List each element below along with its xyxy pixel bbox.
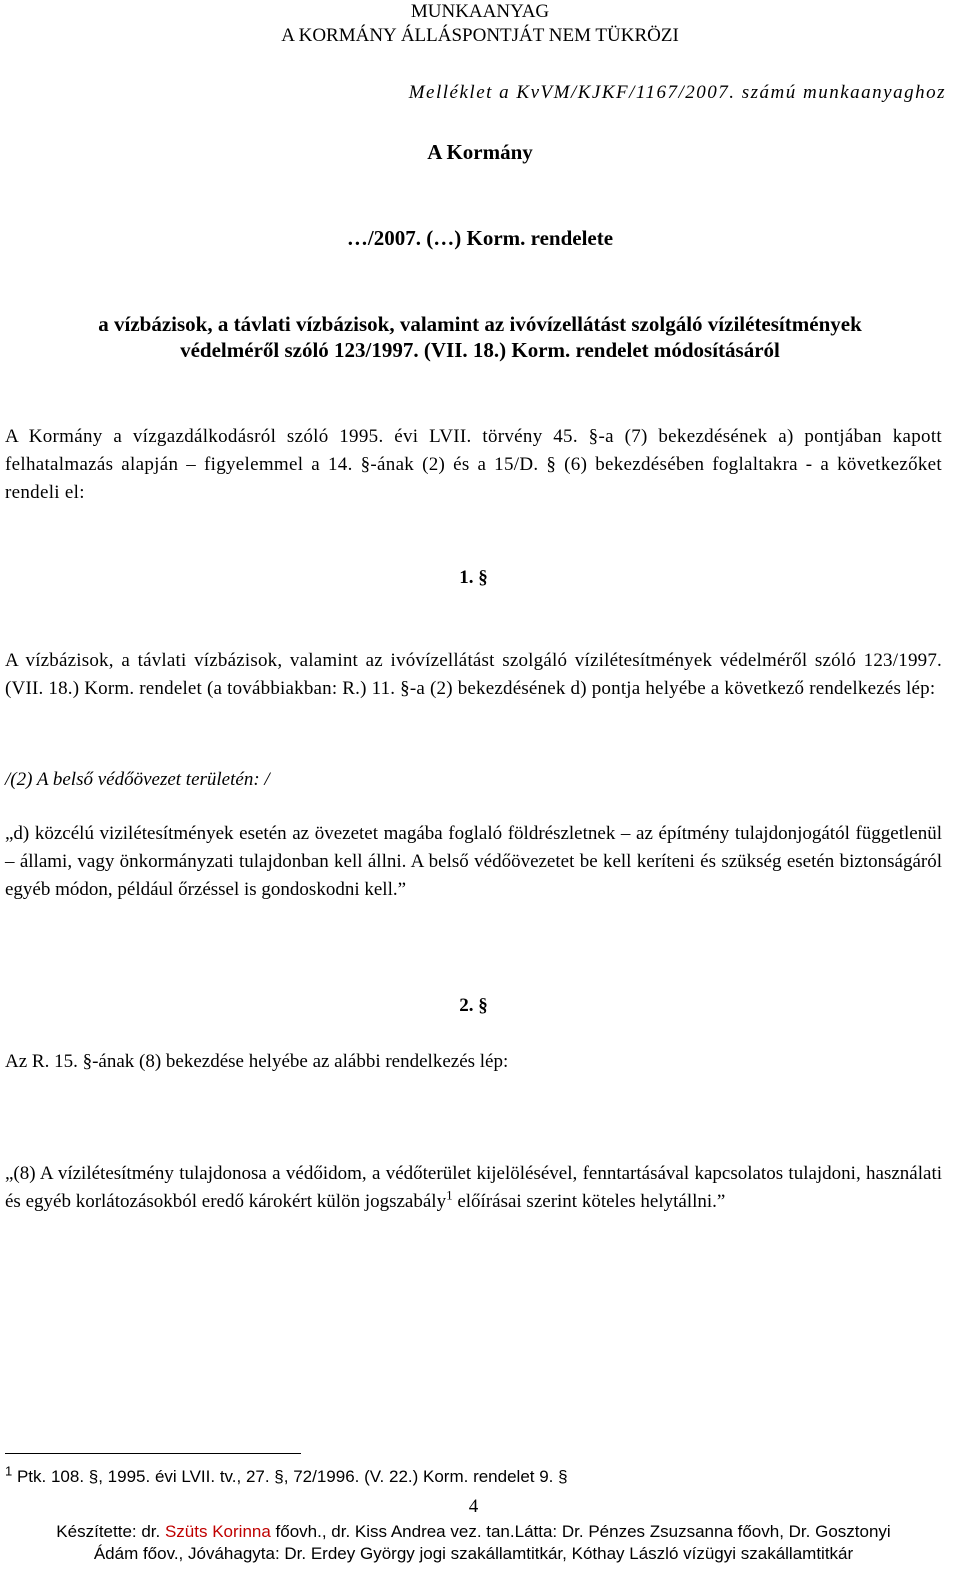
header-watermark [0,0,960,50]
footer-prefix: Készítette: dr. [56,1522,165,1541]
footnote-mark: 1 [5,1463,13,1479]
footer-highlighted-name: Szüts Korinna [164,1522,271,1541]
section-1-intro: A vízbázisok, a távlati vízbázisok, valamint az ivóvízellátást szolgáló vízilétesítmények védelméről szóló 123/1997. (VII. 18.) Korm. rendelet (a továbbiakban: R.) 11. §-a (2) bekezdésének d) pontja helyébe a következő rendelkezés lép: [5,650,942,699]
decree-subject [0,310,960,364]
section-1-context: /(2) A belső védőövezet területén: / [5,769,270,790]
footer-line-2: Ádám főov., Jóváhagyta: Dr. Erdey György jogi szakállamtitkár, Kóthay László vízügyi szakállamtitkár [93,1544,854,1563]
decree-subject-line-2: védelméről szóló 123/1997. (VII. 18.) Korm. rendelet módosításáról [180,338,780,362]
footnote-reference[interactable]: 1 [446,1187,453,1203]
section-2-heading: 2. § [459,995,488,1016]
footer-credits [0,1521,947,1565]
annex-note: Melléklet a KvVM/KJKF/1167/2007. számú munkaanyaghoz [408,82,946,103]
footer-line-1-rest: főovh., dr. Kiss Andrea vez. tan.Látta: Dr. Pénzes Zsuzsanna főovh, Dr. Gosztonyi [270,1522,891,1541]
header-line-1: MUNKAANYAG [410,1,550,22]
footnote-separator [5,1453,301,1454]
section-2-quote [5,1160,942,1216]
preamble: A Kormány a vízgazdálkodásról szóló 1995. évi LVII. törvény 45. §-a (7) bekezdésének a) pontjában kapott felhatalmazás alapján – figyelemmel a 14. §-ának (2) és a 15/D. § (6) bekezdésében foglaltakra - a következőket rendeli el: [5,426,942,503]
footnote-text: Ptk. 108. §, 1995. évi LVII. tv., 27. §, 72/1996. (V. 22.) Korm. rendelet 9. § [12,1467,568,1486]
page-number: 4 [468,1496,479,1517]
header-line-2: A KORMÁNY ÁLLÁSPONTJÁT NEM TÜKRÖZI [281,25,679,46]
footer-line-1 [0,1521,947,1543]
section-1-heading: 1. § [459,567,488,588]
section-2-quote-end: előírásai szerint köteles helytállni.” [452,1191,726,1212]
decree-subject-line-1: a vízbázisok, a távlati vízbázisok, valamint az ivóvízellátást szolgáló vízilétesítmények [98,312,862,336]
decree-number: …/2007. (…) Korm. rendelete [346,226,614,250]
issuer-title: A Kormány [427,140,533,164]
section-1-quote: „d) közcélú vizilétesítmények esetén az övezetet magába foglaló földrészletnek – az építmény tulajdonjogától függetlenül – állami, vagy önkormányzati tulajdonban kell állni. A belső védőövezetet be kell keríteni és szükség esetén biztonságáról egyéb módon, például őrzéssel is gondoskodni kell.” [5,823,942,900]
section-2-intro: Az R. 15. §-ának (8) bekezdése helyébe az alábbi rendelkezés lép: [5,1051,509,1072]
section-2-quote-text: „(8) A vízilétesítmény tulajdonosa a védőidom, a védőterület kijelölésével, fenntartásával kapcsolatos tulajdoni, használati és egyéb korlátozásokból eredő károkért külön jogszabály [5,1163,942,1212]
footnote [5,1463,905,1488]
